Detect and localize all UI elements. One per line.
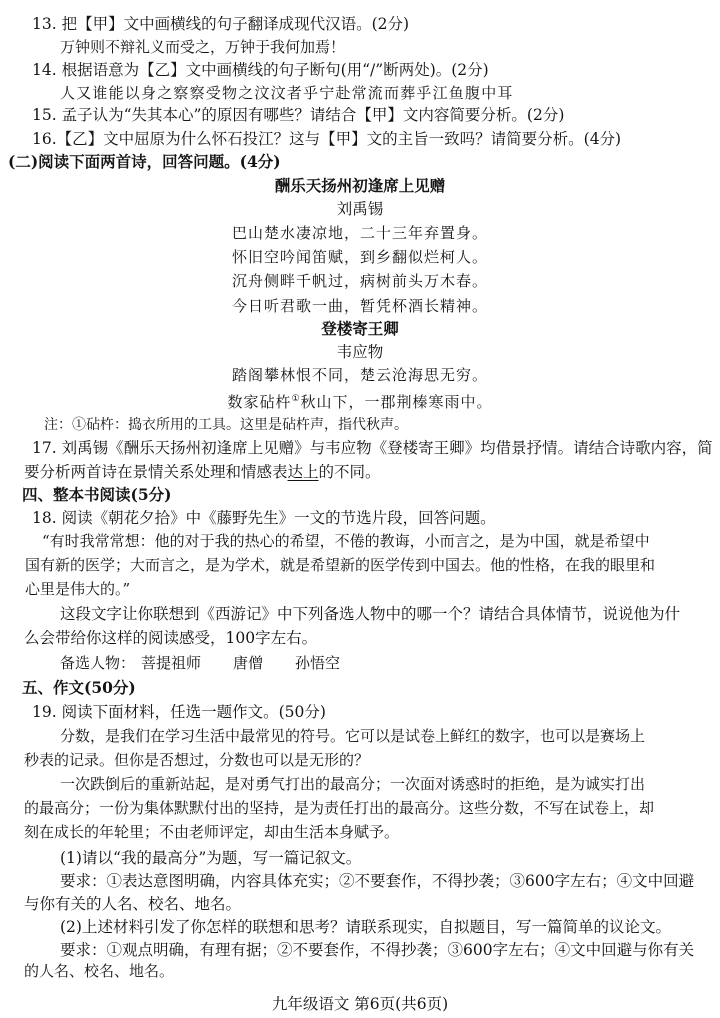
poem1-line: 今日听君歌一曲，暂凭杯酒长精神。: [231, 296, 488, 315]
question-17-line1: 17. 刘禹锡《酬乐天扬州初逢席上见赠》与韦应物《登楼寄王卿》均借景抒情。请结合诗歌内容，简: [32, 439, 713, 458]
poem1-author: 刘禹锡: [336, 200, 384, 219]
question-17-underlined: 达上: [287, 462, 319, 481]
essay-requirements-2: 要求：①观点明确，有理有据；②不要套作，不得抄袭；③600字左右；④文中回避与你有关: [60, 941, 695, 960]
material-line: 的最高分；一份为集体默默付出的坚持，是为责任打出的最高分。这些分数，不写在试卷上，却: [24, 799, 655, 818]
essay-requirements-1: 与你有关的人名、校名、地名。: [24, 894, 242, 913]
quote-line: 心里是伟大的。”: [25, 580, 131, 599]
question-18-prompt: 这段文字让你联想到《西游记》中下列备选人物中的哪一个？请结合具体情节，说说他为什: [60, 605, 681, 624]
poem2-line-part: 秋山下，一郡荆榛寒雨中。: [300, 393, 493, 412]
material-line: 一次跌倒后的重新站起，是对勇气打出的最高分；一次面对诱惑时的拒绝，是为诚实打出: [60, 775, 646, 794]
poem2-line-part: 数家砧杵: [227, 393, 292, 412]
poem2-line-with-note: [0, 389, 720, 412]
candidate-item: 孙悟空: [295, 653, 341, 672]
material-line: 分数，是我们在学习生活中最常见的符号。它可以是试卷上鲜红的数字，也可以是赛场上: [60, 726, 646, 745]
question-17-line2: [0, 462, 720, 482]
quote-line: 国有新的医学；大而言之，是为学术，就是希望新的医学传到中国去。他的性格，在我的眼里和: [25, 556, 656, 575]
poem1-line: 怀旧空吟闻笛赋，到乡翻似烂柯人。: [231, 248, 488, 267]
question-19: 19. 阅读下面材料，任选一题作文。(50分): [32, 702, 326, 721]
essay-requirements-1: 要求：①表达意图明确，内容具体充实；②不要套作，不得抄袭；③600字左右；④文中回避: [60, 871, 695, 890]
poem2-line: 踏阁攀林恨不同，楚云沧海思无穷。: [231, 366, 488, 385]
section-four-heading: 四、整本书阅读(5分): [22, 484, 172, 504]
question-15: 15. 孟子认为“失其本心”的原因有哪些？请结合【甲】文内容简要分析。(2分): [32, 106, 565, 125]
material-line: 秒表的记录。但你是否想过，分数也可以是无形的？: [24, 751, 370, 770]
poem-footnote: 注：①砧杵：捣衣所用的工具。这里是砧杵声，指代秋声。: [44, 417, 408, 434]
question-16: 16.【乙】文中屈原为什么怀石投江？这与【甲】文的主旨一致吗？请简要分析。(4分): [32, 129, 622, 148]
question-18: 18. 阅读《朝花夕拾》中《藤野先生》一文的节选片段，回答问题。: [32, 508, 496, 527]
poem2-title: 登楼寄王卿: [321, 318, 399, 338]
footnote-marker: ①: [291, 394, 301, 405]
quote-line: “有时我常常想：他的对于我的热心的希望，不倦的教诲，小而言之，是为中国，就是希望中: [42, 532, 650, 551]
page-footer: 九年级语文 第6页(共6页): [271, 995, 449, 1013]
essay-option-2: (2)上述材料引发了你怎样的联想和思考？请联系现实，自拟题目，写一篇简单的议论文。: [60, 918, 671, 937]
candidate-list: [0, 653, 720, 673]
essay-requirements-2: 的人名、校名、地名。: [24, 962, 175, 981]
candidate-item: 菩提祖师: [141, 653, 202, 672]
poem1-title: 酬乐天扬州初逢席上见赠: [274, 175, 446, 195]
question-17-text: 的不同。: [318, 462, 381, 481]
candidates-label: 备选人物：: [60, 653, 136, 672]
question-17-text: 要分析两首诗在景情关系处理和情感表: [24, 462, 288, 481]
question-13: 13. 把【甲】文中画横线的句子翻译成现代汉语。(2分): [32, 14, 410, 33]
candidate-item: 唐僧: [233, 653, 264, 672]
section-five-heading: 五、作文(50分): [22, 677, 136, 697]
question-14: 14. 根据语意为【乙】文中画横线的句子断句(用“/”断两处)。(2分): [32, 61, 489, 80]
poem1-line: 沉舟侧畔千帆过，病树前头万木春。: [231, 272, 488, 291]
poem1-line: 巴山楚水凄凉地，二十三年弃置身。: [231, 224, 488, 243]
poem2-author: 韦应物: [336, 342, 384, 361]
question-14-sentence: 人又谁能以身之察察受物之汶汶者乎宁赴常流而葬乎江鱼腹中耳: [60, 84, 514, 103]
question-13-sentence: 万钟则不辩礼义而受之，万钟于我何加焉！: [60, 37, 346, 56]
section-two-heading: (二)阅读下面两首诗，回答问题。(4分): [8, 151, 281, 171]
essay-option-1: (1)请以“我的最高分”为题，写一篇记叙文。: [60, 848, 362, 867]
question-18-prompt: 么会带给你这样的阅读感受，100字左右。: [24, 628, 318, 647]
material-line: 刻在成长的年轮里；不由老师评定，却由生活本身赋予。: [24, 823, 400, 842]
